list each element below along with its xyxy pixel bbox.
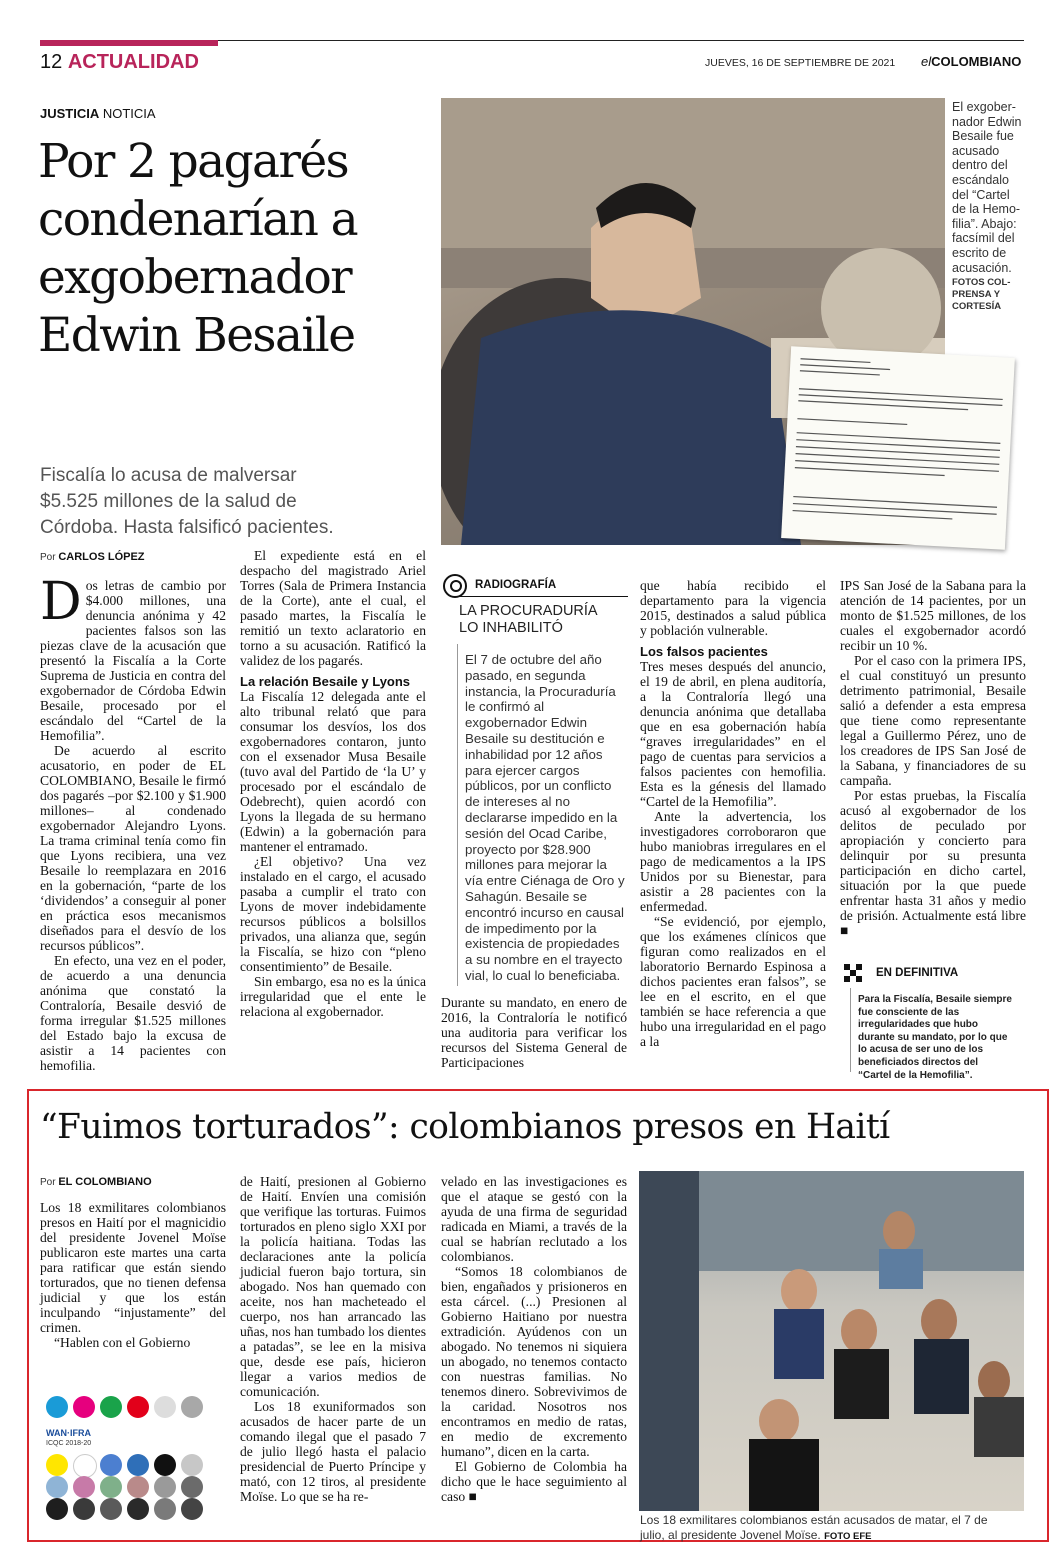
en-definitiva-box [842, 962, 1028, 1081]
color-swatch [73, 1498, 95, 1520]
color-swatch [127, 1498, 149, 1520]
article-deck: Fiscalía lo acusa de malversar $5.525 millones de la salud de Córdoba. Hasta falsificó pacientes. [40, 465, 334, 538]
haiti-photo-illustration [639, 1171, 1024, 1511]
color-swatch [181, 1454, 203, 1476]
radiografia-rule [459, 596, 628, 597]
color-swatch [46, 1396, 68, 1418]
section-color-bar [40, 40, 218, 46]
article-headline: Por 2 pagarés condenarían a exgobernador Edwin Besaile [38, 134, 358, 363]
article2-byline: Por EL COLOMBIANO [40, 1176, 152, 1188]
icqc-code: ICQC 2018-20 [46, 1440, 92, 1447]
color-swatch [73, 1476, 95, 1498]
article2-column-2: de Haití, presionen al Gobierno de Haití. Envíen una comisión que verifique las torturas. Fuimos torturados en pleno siglo XXI por la policía haitiana. Todas las declaraciones ante la policía judicial fueron bajo tortura, sin abogado. Nos han quemado con aceite, nos han macheteado el cuerpo, nos han arrancado las uñas, nos han tumbado los dientes a patadas”, se lee en la misiva que, desde ese país, hicieron llegar a varios medios de comunicación. Los 18 exuniformados son acusados de hacer parte de un comando ilegal que el pasado 7 de julio llegó hasta el palacio presidencial de Puerto Príncipe y mató, con 12 tiros, al presidente Moïse. Lo que se ha re- [240, 1174, 426, 1504]
color-swatch [100, 1498, 122, 1520]
color-swatch [181, 1498, 203, 1520]
color-swatch [46, 1498, 68, 1520]
issue-date: JUEVES, 16 DE SEPTIEMBRE DE 2021 [705, 57, 896, 69]
subhead: La relación Besaile y Lyons [240, 674, 411, 689]
color-swatch [181, 1476, 203, 1498]
color-swatch [154, 1498, 176, 1520]
color-swatch [154, 1454, 176, 1476]
article-kicker: JUSTICIA NOTICIA [40, 106, 156, 121]
en-definitiva-label: EN DEFINITIVA [876, 967, 959, 979]
haiti-photo [639, 1171, 1024, 1511]
checker-icon [842, 962, 864, 984]
article-column-1: Dos letras de cambio por $4.000 millones, una denuncia anónima y 42 pacientes falsos son las piezas clave de la acusación que presentó la Fiscalía a la Corte Suprema de Justicia en contra del exgobernador de Córdoba Edwin Besaile, procesado por el escándalo del “Cartel de la Hemofilia”. De acuerdo al escrito acusatorio, en poder de EL COLOMBIANO, Besaile le firmó dos pagarés –por $2.100 y $1.900 millones– al condenado exgobernador Alejandro Lyons. La trama criminal tenía como fin que Lyons recibiera, una vez Besaile lo reemplazara en 2016 en la gobernación, “parte de los ‘dividendos’ a conseguir al poner en práctica esos mecanismos diseñados para el desvío de los recursos públicos”. En efecto, una vez en el poder, de acuerdo a una denuncia anónima que constató la Contraloría, Besaile desvió de forma irregular $1.525 millones del Estado bajo la excusa de asistir a 14 pacientes con hemofilia. [40, 572, 226, 1073]
color-swatch [181, 1396, 203, 1418]
article2-column-1: Los 18 exmilitares colombianos presos en Haití por el magnicidio del presidente Jovenel Moïse publicaron este martes una carta para ratificar que están siendo torturados, que no tienen defensa judicial y que los están inculpando “injustamente” del crimen. “Hablen con el Gobierno [40, 1200, 226, 1350]
color-swatch [127, 1476, 149, 1498]
radiografia-title: LA PROCURADURÍA LO INHABILITÓ [459, 603, 598, 636]
color-swatch [154, 1476, 176, 1498]
radiografia-label: RADIOGRAFÍA [475, 579, 557, 591]
radiografia-side-rule [457, 644, 458, 986]
color-swatch [100, 1476, 122, 1498]
color-swatch [73, 1396, 95, 1418]
subhead: Los falsos pacientes [640, 644, 768, 659]
facsimile-text-lines [781, 346, 1015, 549]
en-definitiva-body: Para la Fiscalía, Besaile siempre fue consciente de las irregularidades que hubo durante su mandato, por lo que lo acusa de ser uno de los beneficiados directos del “Cartel de la Hemofilia”. [858, 994, 1012, 1081]
document-facsimile [781, 346, 1015, 549]
magnifier-icon [443, 574, 467, 598]
article2-column-3: velado en las investigaciones es que el ataque se gestó con la ayuda de una firma de seguridad radicada en Miami, a través de la cual se habrían reclutado a los colombianos. “Somos 18 colombianos de bien, engañados y prisioneros en esta cárcel. (...) Presionen al Gobierno Haitiano por nuestra extradición. Ayúdenos con un abogado. No tenemos ni siquiera un abogado, no tenemos contacto con nuestras familias. No tenemos dinero. Sobrevivimos de la caridad. Nosotros nos encontramos en medio de ratas, en medio de excremento humano”, dicen en la carta. El Gobierno de Colombia ha dicho que le hace seguimiento al caso ■ [441, 1174, 627, 1504]
radiografia-box [443, 574, 628, 986]
masthead-logo: elCOLOMBIANO [921, 54, 1022, 69]
color-swatch [46, 1454, 68, 1476]
article-byline: Por CARLOS LÓPEZ [40, 551, 145, 563]
color-swatch [73, 1454, 97, 1478]
color-swatch [154, 1396, 176, 1418]
color-swatch [100, 1454, 122, 1476]
drop-cap: D [40, 572, 82, 632]
haiti-photo-caption: Los 18 exmilitares colombianos están acusados de matar, el 7 de julio, al presidente Jovenel Moïse. FOTO EFE [640, 1513, 988, 1542]
color-swatch [46, 1476, 68, 1498]
article-column-5: IPS San José de la Sabana para la atención de 14 pacientes, por un monto de $1.525 millones, de los cuales el exgobernador acordó recibir un 10 %. Por el caso con la primera IPS, el cual constituyó un presunto detrimento patrimonial, Besaile salió a defender a esta empresa que tiene como representante legal a Guillermo Pérez, uno de los creadores de IPS San José de la Sabana, y financiadores de su campaña. Por estas pruebas, la Fiscalía acusó al exgobernador de los delitos de peculado por apropiación y concierto para delinquir por su presunta participación en dicho cartel, situación por la que puede enfrentar hasta 31 años y medio de prisión. Actualmente está libre ■ [840, 578, 1026, 938]
haiti-photo-credit: FOTO EFE [824, 1530, 872, 1542]
section-header [40, 50, 199, 74]
wan-ifra-logo: WAN·IFRA [46, 1428, 91, 1438]
photo-caption: El exgober- nador Edwin Besaile fue acusado dentro del escándalo del “Cartel de la Hemo- filia”. Abajo: facsímil del escrito de acusación. FOTOS COL- PRENSA Y CORTESÍA [952, 100, 1030, 313]
section-name: ACTUALIDAD [67, 51, 199, 73]
article-column-4: que había recibido el departamento para la vigencia 2015, destinados a salud pública y población vulnerable. Los falsos pacientes Tres meses después del anuncio, el 19 de abril, en plena auditoría, a la Contraloría llegó una denuncia anónima que detallaba que en esa gobernación había “graves irregularidades” en el pago de cuentas para servicios a falsos pacientes con hemofilia. Esta es la génesis del llamado “Cartel de la Hemofilia”. Ante la advertencia, los investigadores corroboraron que hubo maniobras irregulares en el pago de medicamentos a la IPS Unidos por su Bienestar, para asistir a 28 pacientes con la enfermedad. “Se evidenció, por ejemplo, que los exámenes clínicos que figuran como realizados en el laboratorio Bernardo Espinosa a dichos pacientes eran falsos”, se lee en el escrito, en el que también se hace referencia a que hubo una irregularidad en el pago a la [640, 578, 826, 1049]
color-swatch [100, 1396, 122, 1418]
photo-credit: FOTOS COL- PRENSA Y CORTESÍA [952, 277, 1011, 313]
article-column-3-bottom: Durante su mandato, en enero de 2016, la Contraloría le notificó una auditoria para verificar los recursos del Sistema General de Participaciones [441, 995, 627, 1070]
radiografia-body: El 7 de octubre del año pasado, en segunda instancia, la Procuraduría le confirmó al exgobernador Edwin Besaile su destitución e inhabilidad por 12 años para ejercer cargos públicos, por un conflicto de intereses al no declararse impedido en la sesión del Ocad Caribe, proyecto por $28.900 millones para mejorar la vía entre Ciénaga de Oro y Sahagún. Besaile se encontró incurso en causal de impedimento por la existencia de propiedades a su nombre en el trayecto vial, lo cual lo beneficiaba. [465, 652, 625, 983]
color-calibration-bar [40, 1392, 226, 1522]
page-number: 12 [40, 51, 63, 73]
color-swatch [127, 1454, 149, 1476]
article-column-2: El expediente está en el despacho del magistrado Ariel Torres (Sala de Primera Instancia de la Corte), ante el cual, el pasado martes, la Fiscalía le remitió un texto aclaratorio en torno a su acusación. Ratificó la validez de los pagarés. La relación Besaile y Lyons La Fiscalía 12 delegada ante el alto tribunal relató que para consumar los desvíos, los dos exgobernadores contaron, junto con el exsenador Musa Besaile (tuvo aval del Partido de ‘la U’ y procesado por el escándalo de Odebrecht), quien acordó con Lyons la llegada de su hermano (Edwin) a la gobernación para mantener el entramado. ¿El objetivo? Una vez instalado en el cargo, el acusado pasaba a cumplir el trato con Lyons de mover indebidamente recursos públicos a bolsillos privados, una alianza que, según la Fiscalía, se hizo con “pleno consentimiento” de Besaile. Sin embargo, esa no es la única irregularidad que el ente le relaciona al exgobernador. [240, 548, 426, 1019]
en-definitiva-side-rule [850, 988, 851, 1072]
article2-headline: “Fuimos torturados”: colombianos presos en Haití [40, 1107, 890, 1147]
color-swatch [127, 1396, 149, 1418]
